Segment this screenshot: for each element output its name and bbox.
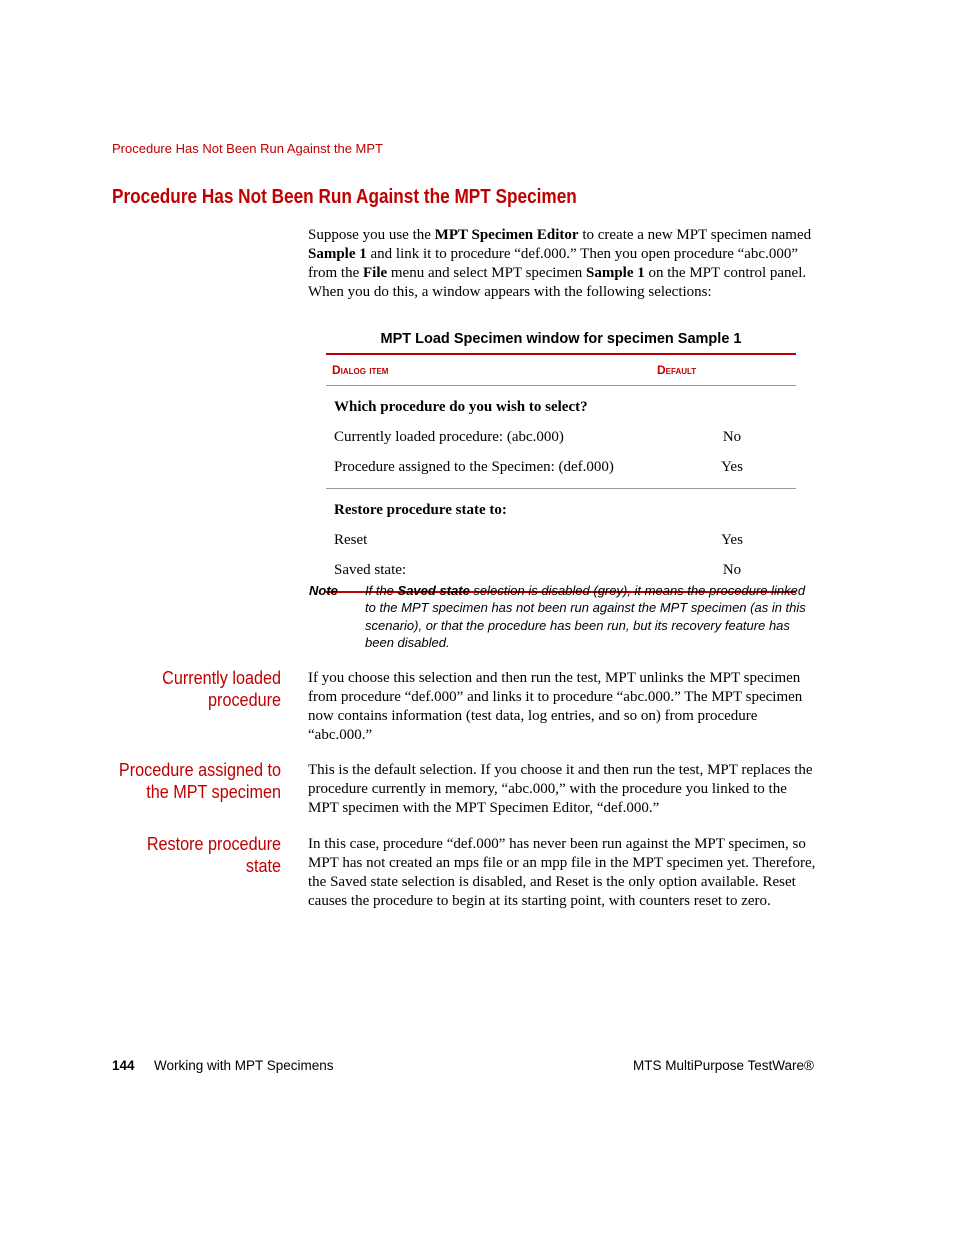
default-cell: No [722,428,742,445]
footer-product: MTS MultiPurpose TestWare® [633,1058,814,1073]
table-row [326,452,796,482]
dialog-item-cell: Saved state: [334,561,407,578]
side-heading-currently-loaded: Currently loaded procedure [162,668,281,710]
default-cell: Yes [721,458,743,475]
column-header-default: Default [657,363,697,377]
section-heading: Procedure Has Not Been Run Against the MPT Specimen [112,186,577,208]
table-group [326,386,796,488]
note-text: If the Saved state selection is disabled (grey), it means the procedure linked to the MPT specimen has not been run against the MPT specimen (as in this scenario), or that the procedure has been run, but its recovery feature has been disabled. [365,583,806,650]
body-paragraph: If you choose this selection and then run the test, MPT unlinks the MPT specimen from procedure “def.000” and links it to procedure “abc.000.” The MPT specimen now contains information (test data, log entries, and so on) from procedure “abc.000.” [308,670,803,743]
intro-paragraph: Suppose you use the MPT Specimen Editor to create a new MPT specimen named Sample 1 and link it to procedure “def.000.” Then you open procedure “abc.000” from the File menu and select MPT specimen Sample 1 on the MPT control panel. When you do this, a window appears with the following selections: [308,227,812,300]
table-row [326,525,796,555]
body-paragraph: In this case, procedure “def.000” has never been run against the MPT specimen, so MPT has not created an mps file or an mpp file in the MPT specimen yet. Therefore, the Saved state selection is disabled, and Reset is the only option available. Reset causes the procedure to begin at its starting point, with counters reset to zero. [308,836,816,909]
side-heading-procedure-assigned: Procedure assigned to the MPT specimen [118,760,281,802]
table-group-header: Which procedure do you wish to select? [334,398,588,415]
table-group [326,488,796,591]
footer-chapter: Working with MPT Specimens [154,1058,334,1073]
running-head: Procedure Has Not Been Run Against the MPT [112,141,383,156]
default-cell: Yes [721,531,743,548]
selections-table [326,353,796,593]
table-header [326,355,796,386]
page-number: 144 [112,1058,135,1073]
dialog-item-cell: Procedure assigned to the Specimen: (def.000) [334,458,614,475]
side-heading-restore-state: Restore procedure state [146,834,281,876]
table-group-header: Restore procedure state to: [334,501,507,518]
dialog-item-cell: Reset [334,531,368,548]
note-label: Note [309,583,338,598]
table-title: MPT Load Specimen window for specimen Sample 1 [380,331,742,347]
table-row [326,555,796,585]
body-paragraph: This is the default selection. If you choose it and then run the test, MPT replaces the procedure currently in memory, “abc.000,” with the procedure you linked to the MPT specimen with the MPT Specimen Editor, “def.000.” [308,762,813,816]
dialog-item-cell: Currently loaded procedure: (abc.000) [334,428,564,445]
column-header-dialog-item: Dialog item [332,363,389,377]
note-block [309,582,819,651]
default-cell: No [722,561,742,578]
table-row [326,422,796,452]
